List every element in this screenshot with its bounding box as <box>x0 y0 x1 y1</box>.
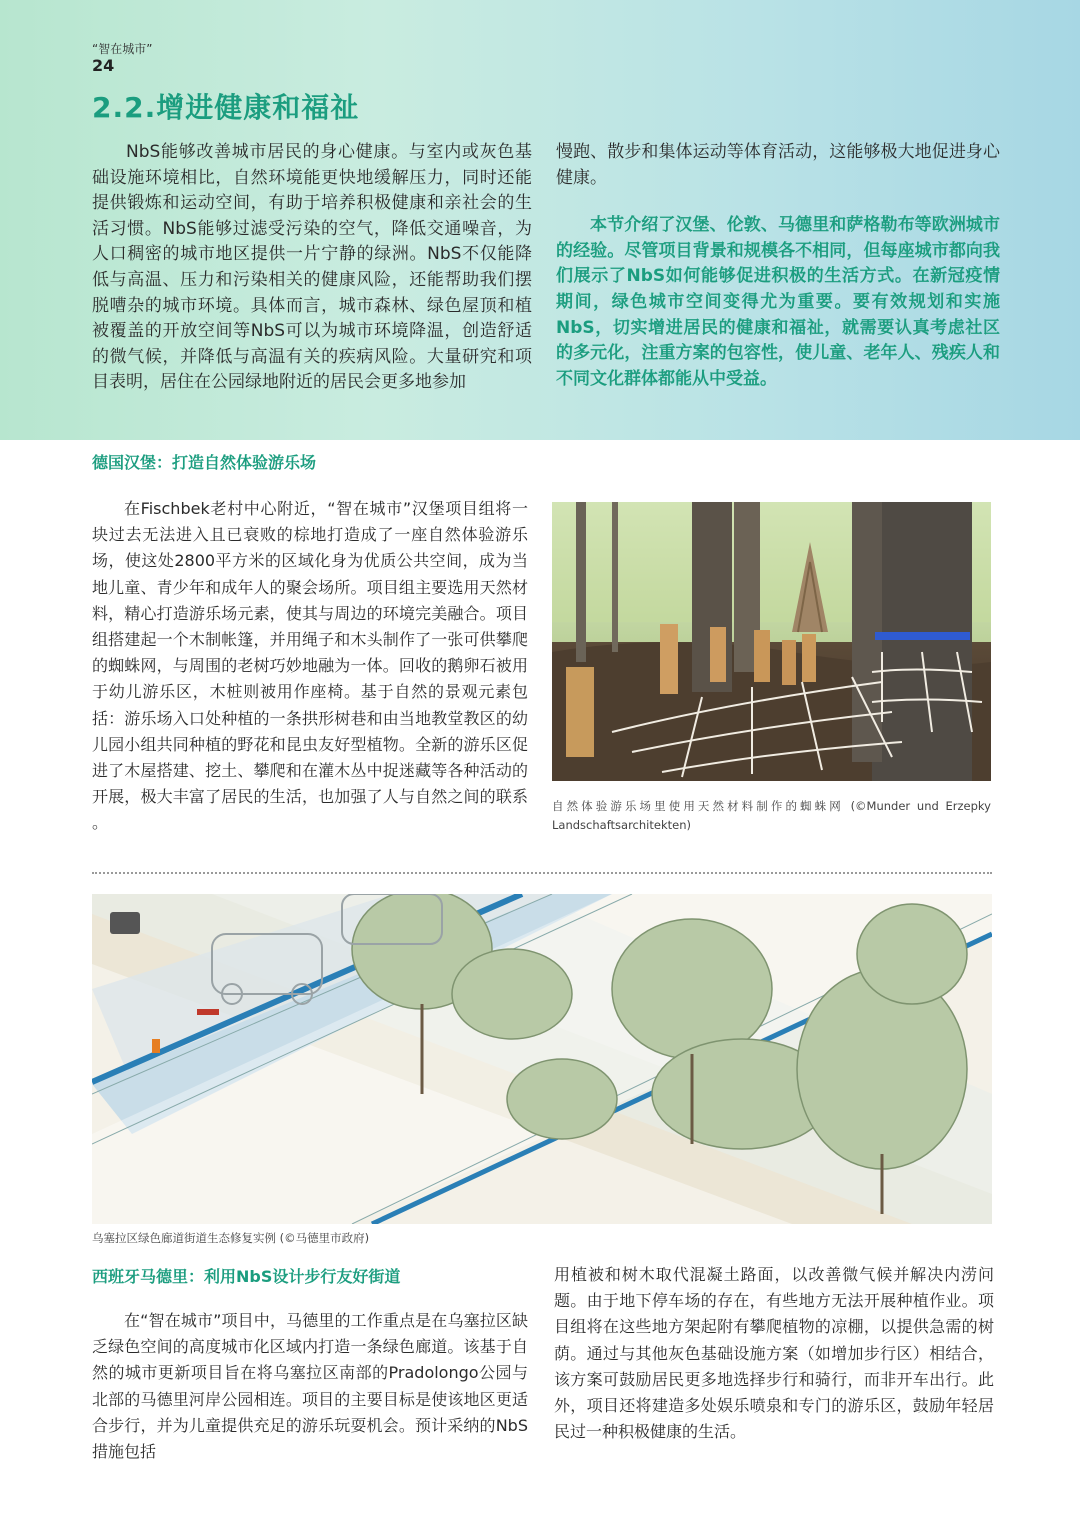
madrid-right-column <box>554 1262 994 1445</box>
madrid-paragraph-left: 在“智在城市”项目中，马德里的工作重点是在乌塞拉区缺乏绿色空间的高度城市化区域内打造一条绿色廊道。该基于自然的城市更新项目旨在将乌塞拉区南部的Pradolongo公园与北部的马德里河岸公园相连。项目的主要目标是使该地区更适合步行，并为儿童提供充足的游乐玩耍机会。预计采纳的NbS措施包括 <box>92 1311 528 1462</box>
hamburg-title: 德国汉堡：打造自然体验游乐场 <box>92 453 317 472</box>
intro-left-column <box>92 140 532 396</box>
section-title: 2.2.增进健康和福祉 <box>92 91 360 124</box>
intro-highlight: 本节介绍了汉堡、伦敦、马德里和萨格勒布等欧洲城市的经验。尽管项目背景和规模各不相同，但每座城市都向我们展示了NbS如何能够促进积极的生活方式。在新冠疫情期间，绿色城市空间变得尤为重要。要有效规划和实施NbS，切实增进居民的健康和福祉，就需要认真考虑社区的多元化，注重方案的包容性，使儿童、老年人、残疾人和不同文化群体都能从中受益。 <box>556 215 1000 389</box>
hamburg-paragraph: 在Fischbek老村中心附近，“智在城市”汉堡项目组将一块过去无法进入且已衰败的棕地打造成了一座自然体验游乐场，使这处2800平方米的区域化身为优质公共空间，成为当地儿童、青少年和成年人的聚会场所。项目组主要选用天然材料，精心打造游乐场元素，使其与周边的环境完美融合。项目组搭建起一个木制帐篷，并用绳子和木头制作了一张可供攀爬的蜘蛛网，与周围的老树巧妙地融为一体。回收的鹅卵石被用于幼儿游乐区，木桩则被用作座椅。基于自然的景观元素包括：游乐场入口处种植的一条拱形树巷和由当地教堂教区的幼儿园小组共同种植的野花和昆虫友好型植物。全新的游乐区促进了木屋搭建、挖土、攀爬和在灌木丛中捉迷藏等各种活动的开展，极大丰富了居民的生活，也加强了人与自然之间的联系 。 <box>92 499 528 833</box>
madrid-left-column <box>92 1308 528 1465</box>
intro-right-column <box>556 140 1000 392</box>
intro-paragraph: NbS能够改善城市居民的身心健康。与室内或灰色基础设施环境相比，自然环境能更快地缓解压力，同时还能提供锻炼和运动空间，有助于培养积极健康和亲社会的生活习惯。NbS能够过滤受污染的空气，降低交通噪音，为人口稠密的城市地区提供一片宁静的绿洲。NbS不仅能降低与高温、压力和污染相关的健康风险，还能帮助我们摆脱嘈杂的城市环境。具体而言，城市森林、绿色屋顶和植被覆盖的开放空间等NbS可以为城市环境降温，创造舒适的微气候，并降低与高温有关的疾病风险。大量研究和项目表明，居住在公园绿地附近的居民会更多地参加 <box>92 142 532 393</box>
page-number: 24 <box>92 56 115 75</box>
series-label: “智在城市” <box>92 42 153 56</box>
photo-caption: 自然体验游乐场里使用天然材料制作的蜘蛛网 (©Munder und Erzepky Landschaftsarchitekten) <box>552 799 991 832</box>
green-corridor-illustration <box>92 894 992 1224</box>
spider-web-playground-photo <box>552 502 991 781</box>
hamburg-body <box>92 496 528 837</box>
madrid-title: 西班牙马德里：利用NbS设计步行友好街道 <box>92 1267 401 1286</box>
madrid-paragraph-right: 用植被和树木取代混凝土路面，以改善微气候并解决内涝问题。由于地下停车场的存在，有些地方无法开展种植作业。项目组将在这些地方架起附有攀爬植物的凉棚，以提供急需的树荫。通过与其他灰色基础设施方案（如增加步行区）相结合，该方案可鼓励居民更多地选择步行和骑行，而非开车出行。此外，项目还将建造多处娱乐喷泉和专门的游乐区，鼓励年轻居民过一种积极健康的生活。 <box>554 1265 994 1442</box>
section-divider <box>92 872 992 874</box>
intro-continuation: 慢跑、散步和集体运动等体育活动，这能够极大地促进身心健康。 <box>556 142 1000 188</box>
illustration-caption: 乌塞拉区绿色廊道街道生态修复实例 (©马德里市政府) <box>92 1231 370 1245</box>
